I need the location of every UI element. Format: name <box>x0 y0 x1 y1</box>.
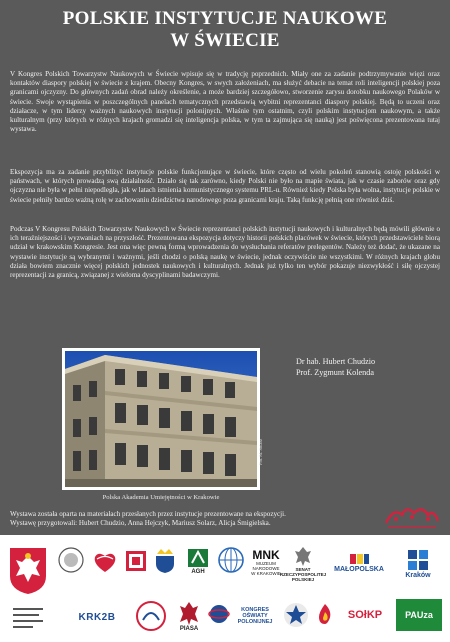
title-line-2: W ŚWIECIE <box>170 30 280 51</box>
agh-logo <box>184 543 212 579</box>
author-1: Dr hab. Hubert Chudzio <box>296 357 376 366</box>
senat-logo <box>279 539 327 587</box>
building-photo <box>65 351 257 487</box>
page-title <box>0 0 450 52</box>
malopolska-label: MAŁOPOLSKA <box>334 565 384 573</box>
star-icon <box>283 602 309 628</box>
pauza-logo <box>396 599 442 631</box>
senat-label: SENAT RZECZYPOSPOLITEJ POLSKIEJ <box>279 566 327 582</box>
orbit-logo <box>208 603 230 625</box>
anniversary-mark-icon <box>384 503 440 529</box>
circle-logo <box>216 545 246 575</box>
text-block-icon <box>11 604 45 634</box>
piasa-eagle-icon <box>178 600 200 626</box>
exhibition-info <box>10 510 286 529</box>
kongres-oswiaty-logo <box>232 605 278 627</box>
paragraph-1: V Kongres Polskich Towarzystw Naukowych w Świecie wpisuje się w tradycję poprzednich. Miały one za zadanie podtrzymywanie więzi oraz kontaktów diaspory polskiej w świecie z krajem. Obecny Kongres, w swych założeniach, ma służyć debacie na temat roli inteligencji polskiej poza granicami ojczyzny. Do głównych zadań obrad należy określenie, a może bardziej szczegółowo, stworzenie zarysu dorobku naukowego Polaków w świecie. Swoje wystąpienia w poszczególnych panelach tematycznych przedstawią wybitni reprezentanci diaspory polskiej. Będą to uczeni oraz działacze, w tym liderzy ważnych naukowych instytucji polonijnych. Właśnie tym ostatnim, czyli polskim instytucjom naukowym, a także kulturalnym (przy których w różnych krajach gromadzi się inteligencja polska, w tym ta zajmująca się nauką) jest poświęcona prezentowana tutaj wystawa. <box>10 70 440 134</box>
krk2b-label: KRK2B <box>78 611 116 623</box>
title-line-1: POLSKIE INSTYTUCJE NAUKOWE <box>62 8 388 29</box>
photo-caption: Polska Akademia Umiejętności w Krakowie <box>102 494 220 501</box>
paragraph-3: Podczas V Kongresu Polskich Towarzystw Naukowych w Świecie reprezentanci polskich instytucji naukowych i kulturalnych będą mówili głównie o ich teraźniejszości i wyzwaniach na przyszłość. Prezentowana ekspozycja dotyczy historii polskich placówek w świecie, których przedstawiciele biorą udział w krakowskim Kongresie. Jest ona więc pewną formą wprowadzenia do wysłuchania referatów prelegentów. Należy też dodać, że ukazane na wystawie instytucje są wybranymi i ważnymi, jeśli chodzi o polską naukę w świecie, jednak oczywiście nie wszystkimi. W różnych krajach globu działa bowiem znacznie więcej polskich jednostek naukowych i kulturalnych. Jednak już tylko ten wybór pokazuje niezwykłość i siłę ojczystej reprezentacji za granicą, związanej z wieloma dyscyplinami badawczymi. <box>10 225 440 280</box>
piasa-label: PIASA <box>179 626 199 632</box>
sponsor-logo-bar <box>0 535 450 642</box>
polish-eagle-emblem <box>6 543 50 599</box>
agh-label: AGH <box>191 569 205 575</box>
agh-emblem-icon <box>186 547 210 569</box>
malopolska-logo <box>328 547 390 577</box>
star-logo <box>282 601 310 629</box>
ministry-logo <box>124 549 148 573</box>
piasa-logo <box>174 595 204 637</box>
solkp-logo <box>340 601 390 629</box>
info-line-2: Wystawę przygotowali: Hubert Chudzio, Anna Hejczyk, Mariusz Solarz, Alicja Śmigielska. <box>10 519 271 528</box>
anniversary-logo <box>384 503 440 529</box>
author-2: Prof. Zygmunt Kolenda <box>296 367 374 377</box>
senat-eagle-icon <box>294 545 312 567</box>
krakow-logo <box>394 543 442 583</box>
heart-icon <box>91 550 119 574</box>
eagle-shield-icon <box>8 546 48 596</box>
ministry-icon <box>125 550 147 572</box>
authors <box>296 357 375 378</box>
orbit-icon <box>208 603 230 625</box>
photo-frame <box>62 348 260 490</box>
muzeum-label: MUZEUM NARODOWE W KRAKOWIE <box>251 560 281 576</box>
krk2b-logo <box>66 607 128 627</box>
building-illustration <box>65 351 257 487</box>
crown-icon <box>153 546 177 574</box>
seal-icon <box>58 547 84 573</box>
info-line-1: Wystawa została oparta na materiałach przesłanych przez instytucje prezentowane na ekspozycji. <box>10 510 286 518</box>
krakow-mark-icon <box>406 548 430 572</box>
muzeum-narodowe-logo <box>250 541 282 583</box>
pauza-label: PAUza <box>405 610 433 620</box>
crown-shield-logo <box>152 545 178 575</box>
flame-icon <box>315 602 335 626</box>
badge-icon <box>135 600 167 632</box>
photo-credit: Fot. M. Solarz <box>258 438 263 465</box>
malopolska-mark-icon <box>348 552 370 566</box>
flame-logo <box>314 601 336 627</box>
kongres-label: KONGRES OŚWIATY POLONIJNEJ <box>237 607 273 625</box>
heart-flag-logo <box>90 549 120 575</box>
paragraph-2: Ekspozycja ma za zadanie przybliżyć instytucje polskie funkcjonujące w świecie, które często od wielu pokoleń stanowią ostoję polskości w państwach, w których prowadzą swą działalność. Działo się tak zarówno, kiedy Polski nie było na mapie świata, jak w czasie zaborów oraz gdy ojczyzna nie była w pełni niepodległa, jak w latach istnienia komunistycznego systemu PRL-u. Również kiedy Polska była wolna, instytucje polskie w świecie pełniły bardzo ważną rolę w zachowaniu dziedzictwa narodowego poza granicami kraju. Taką funkcję pełnią one również dziś. <box>10 168 440 204</box>
small-text-logo <box>10 601 46 637</box>
globe-icon <box>217 546 245 574</box>
solkp-label: SOłKP <box>347 609 383 621</box>
krakow-label: Kraków <box>405 571 431 579</box>
university-seal <box>58 547 84 573</box>
round-badge-logo <box>134 599 168 633</box>
mnk-mark: MNK <box>252 547 280 562</box>
